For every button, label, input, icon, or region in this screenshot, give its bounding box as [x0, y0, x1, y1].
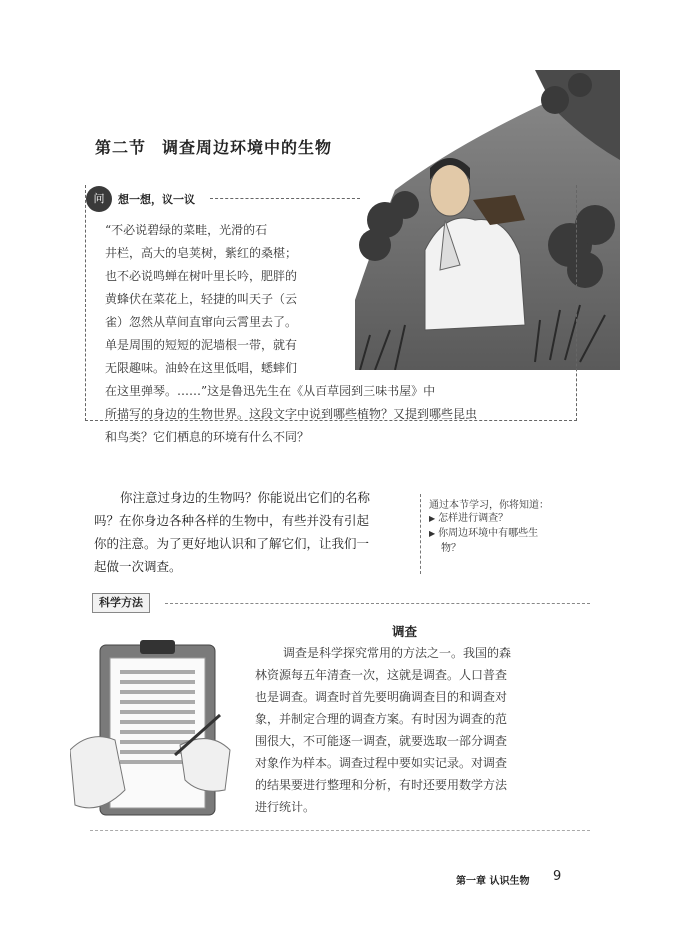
- objective-item: ▶ 怎样进行调查？: [429, 513, 509, 524]
- method-line: 林资源每五年清查一次，这就是调查。人口普查: [255, 668, 508, 682]
- intro-line: 你注意过身边的生物吗？你能说出它们的名称: [120, 490, 371, 505]
- quote-line: 单是周围的短短的泥墙根一带，就有: [105, 338, 298, 352]
- discussion-icon: 问: [86, 186, 112, 212]
- method-line: 的结果要进行整理和分析，有时还要用数学方法: [255, 778, 508, 792]
- quote-line: 所描写的身边的生物世界。这段文字中说到哪些植物？又提到哪些昆虫: [105, 407, 478, 421]
- quote-line: “不必说碧绿的菜畦，光滑的石: [105, 223, 268, 237]
- footer-divider: [90, 830, 590, 831]
- quote-line: 无限趣味。油蛉在这里低唱，蟋蟀们: [105, 361, 298, 375]
- section-name: 调查周边环境中的生物: [162, 138, 333, 157]
- quote-line: 在这里弹琴。……”这是鲁迅先生在《从百草园到三味书屋》中: [105, 384, 436, 398]
- quote-line: 也不必说鸣蝉在树叶里长吟，肥胖的: [105, 269, 298, 283]
- method-line: 象，并制定合理的调查方案。有时因为调查的范: [255, 712, 508, 726]
- method-line: 围很大，不可能逐一调查，就要选取一部分调查: [255, 734, 508, 748]
- section-title: [95, 135, 332, 158]
- triangle-bullet-icon: ▶: [429, 514, 436, 523]
- quote-line: 黄蜂伏在菜花上，轻捷的叫天子（云: [105, 292, 298, 306]
- quote-line: 井栏，高大的皂荚树，紫红的桑椹；: [105, 246, 298, 260]
- quote-line: 雀）忽然从草间直窜向云霄里去了。: [105, 315, 298, 329]
- method-tab: 科学方法: [92, 593, 150, 613]
- method-line: 也是调查。调查时首先要明确调查目的和调查对: [255, 690, 508, 704]
- page-number: 9: [553, 869, 562, 884]
- think-box-label: 想一想，议一议: [118, 193, 195, 206]
- chapter-footer: 第一章 认识生物: [456, 876, 530, 887]
- intro-line: 你的注意。为了更好地认识和了解它们，让我们一: [94, 536, 370, 551]
- divider: [165, 603, 590, 604]
- section-number: 第二节: [95, 138, 147, 157]
- method-title: 调查: [392, 624, 418, 639]
- objectives-heading: 通过本节学习，你将知道：: [429, 500, 549, 511]
- method-line: 对象作为样本。调查过程中要如实记录。对调查: [255, 756, 508, 770]
- triangle-bullet-icon: ▶: [429, 529, 436, 538]
- learning-objectives: [420, 494, 589, 574]
- intro-line: 起做一次调查。: [94, 559, 182, 574]
- method-line: 进行统计。: [255, 800, 316, 814]
- method-line: 调查是科学探究常用的方法之一。我国的森: [283, 646, 512, 660]
- clipboard-illustration: [70, 640, 235, 820]
- intro-line: 吗？在你身边各种各样的生物中，有些并没有引起: [94, 513, 370, 528]
- quote-line: 和鸟类？它们栖息的环境有什么不同？: [105, 430, 310, 444]
- divider: [210, 198, 360, 199]
- objective-item: ▶ 你周边环境中有哪些生: [429, 528, 539, 539]
- objective-item-continued: 物？: [441, 543, 461, 554]
